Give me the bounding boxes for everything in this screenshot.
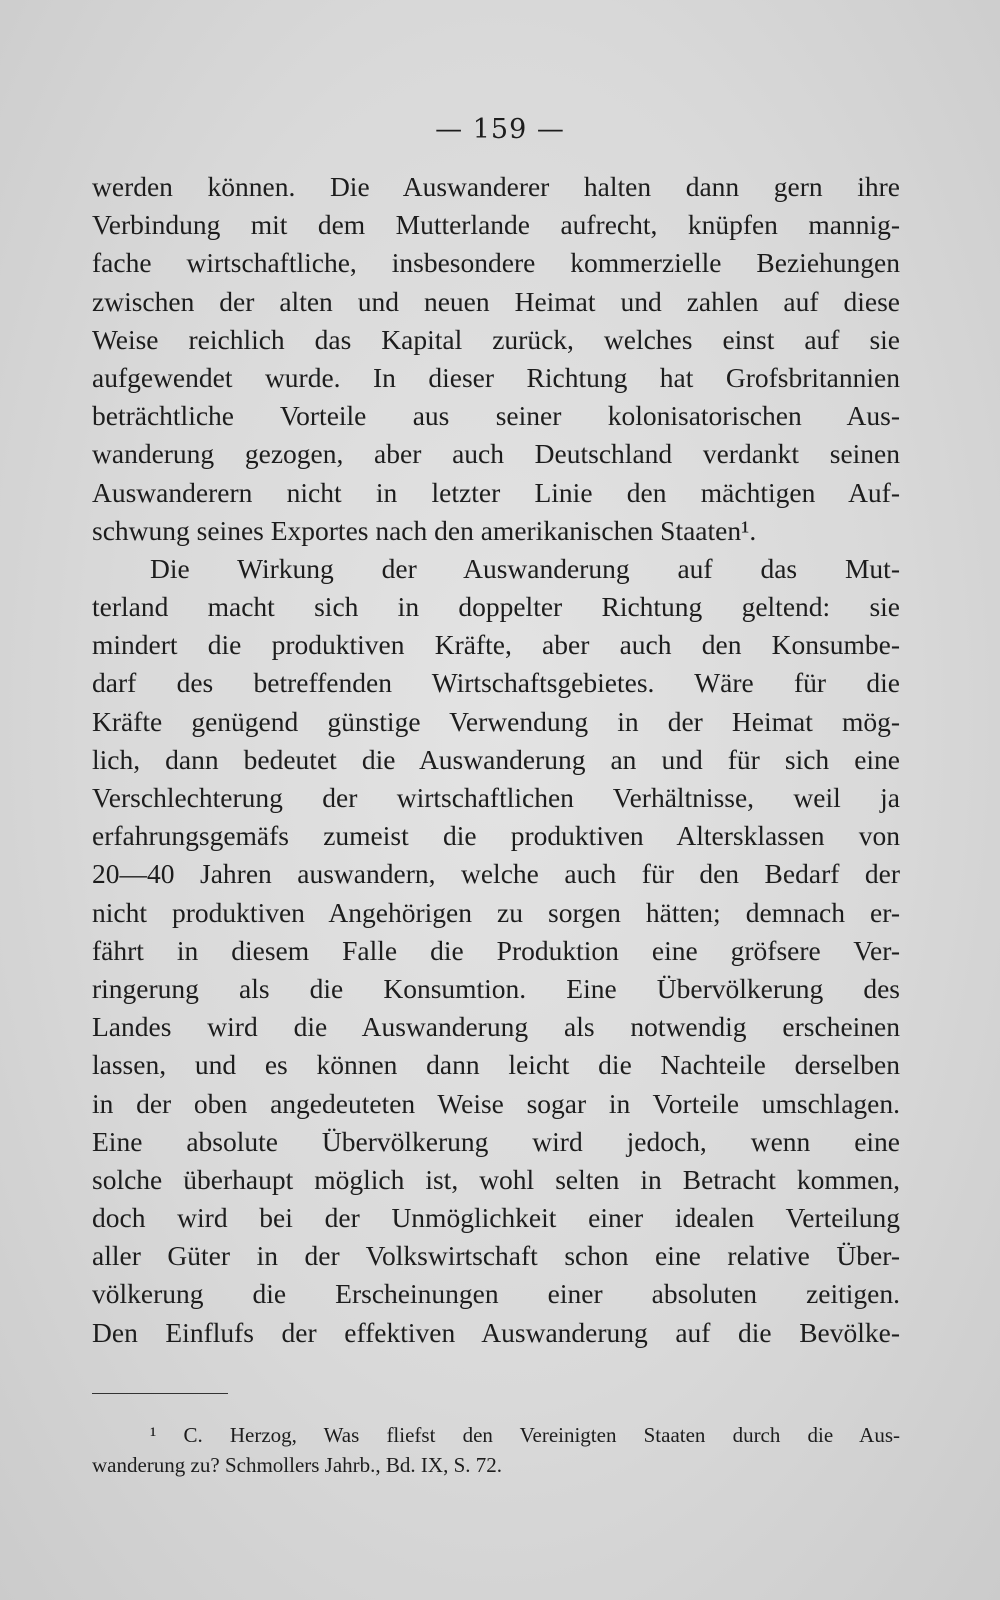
text-line: Den Einflufs der effektiven Auswanderung auf die Bevölke- [92,1316,900,1348]
text-line: Die Wirkung der Auswanderung auf das Mut- [150,552,900,584]
footnote-line: wanderung zu? Schmollers Jahrb., Bd. IX, S. 72. [92,1453,503,1477]
text-line: ringerung als die Konsumtion. Eine Übervölkerung des [92,972,900,1004]
text-line: Weise reichlich das Kapital zurück, welches einst auf sie [92,323,900,355]
text-line: fache wirtschaftliche, insbesondere kommerzielle Beziehungen [92,247,900,279]
text-line: in der oben angedeuteten Weise sogar in Vorteile umschlagen. [92,1087,900,1119]
text-line: völkerung die Erscheinungen einer absoluten zeitigen. [92,1278,900,1310]
text-line: wanderung gezogen, aber auch Deutschland verdankt seinen [92,438,900,470]
text-line: zwischen der alten und neuen Heimat und zahlen auf diese [92,285,900,317]
text-line: terland macht sich in doppelter Richtung geltend: sie [92,591,900,623]
text-line: Auswanderern nicht in letzter Linie den mächtigen Auf- [92,476,900,508]
text-line: aller Güter in der Volkswirtschaft schon eine relative Über- [92,1240,900,1272]
text-line: beträchtliche Vorteile aus seiner kolonisatorischen Aus- [92,400,900,432]
text-line: schwung seines Exportes nach den amerikanischen Staaten¹. [92,514,757,546]
text-line: fährt in diesem Falle die Produktion eine gröfsere Ver- [92,934,900,966]
text-line: Kräfte genügend günstige Verwendung in der Heimat mög- [92,705,900,737]
text-line: aufgewendet wurde. In dieser Richtung hat Grofsbritannien [92,361,900,393]
footnote-line: ¹ C. Herzog, Was fliefst den Vereinigten Staaten durch die Aus- [150,1423,900,1447]
text-line: doch wird bei der Unmöglichkeit einer idealen Verteilung [92,1202,900,1234]
footnote-divider [92,1393,228,1394]
footnotes [92,1420,900,1480]
text-line: nicht produktiven Angehörigen zu sorgen hätten; demnach er- [92,896,900,928]
text-line: darf des betreffenden Wirtschaftsgebietes. Wäre für die [92,667,900,699]
text-line: mindert die produktiven Kräfte, aber auch den Konsumbe- [92,629,900,661]
text-line: lassen, und es können dann leicht die Nachteile derselben [92,1049,900,1081]
body-text [92,168,900,1352]
text-line: Eine absolute Übervölkerung wird jedoch, wenn eine [92,1125,900,1157]
page-number: — 159 — [435,114,565,145]
text-line: Verschlechterung der wirtschaftlichen Verhältnisse, weil ja [92,782,900,813]
text-line: 20—40 Jahren auswandern, welche auch für den Bedarf der [92,858,900,890]
text-line: Landes wird die Auswanderung als notwendig erscheinen [92,1011,900,1043]
text-line: werden können. Die Auswanderer halten dann gern ihre [92,171,900,202]
text-line: erfahrungsgemäfs zumeist die produktiven Altersklassen von [92,820,900,852]
text-line: solche überhaupt möglich ist, wohl selten in Betracht kommen, [92,1163,900,1195]
text-line: lich, dann bedeutet die Auswanderung an und für sich eine [92,743,900,775]
text-line: Verbindung mit dem Mutterlande aufrecht, knüpfen mannig- [92,209,900,241]
